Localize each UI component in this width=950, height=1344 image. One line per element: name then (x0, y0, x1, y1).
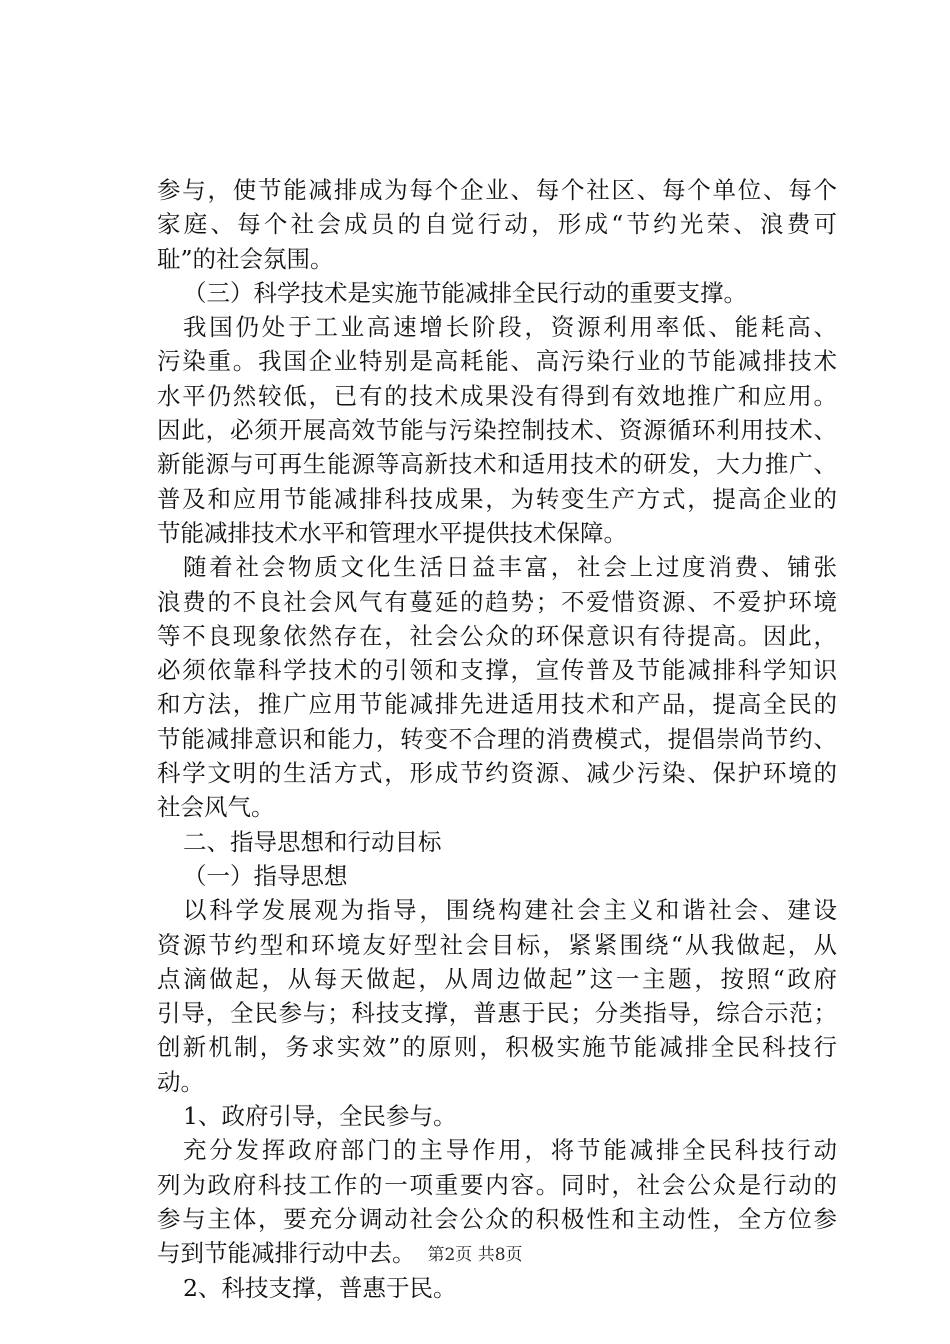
body-text-line: 随着社会物质文化生活日益丰富，社会上过度消费、铺张 (183, 553, 837, 582)
body-text-line: 点滴做起，从每天做起，从周边做起”这一主题，按照“政府 (157, 964, 837, 993)
body-text-line: 1、政府引导，全民参与。 (183, 1102, 457, 1131)
body-text-line: 引导，全民参与；科技支撑，普惠于民；分类指导，综合示范； (157, 999, 837, 1028)
body-text-line: 动。 (157, 1067, 204, 1096)
body-text-line: 列为政府科技工作的一项重要内容。同时，社会公众是行动的 (157, 1170, 837, 1199)
body-text-line: （三）科学技术是实施节能减排全民行动的重要支撑。 (183, 278, 747, 307)
body-text-line: 家庭、每个社会成员的自觉行动，形成“节约光荣、浪费可 (157, 210, 837, 239)
body-text-line: 浪费的不良社会风气有蔓延的趋势；不爱惜资源、不爱护环境 (157, 587, 837, 616)
body-text-line: 新能源与可再生能源等高新技术和适用技术的研发，大力推广、 (157, 450, 837, 479)
body-text-line: 因此，必须开展高效节能与污染控制技术、资源循环利用技术、 (157, 416, 837, 445)
body-text-line: 创新机制，务求实效”的原则，积极实施节能减排全民科技行 (157, 1033, 837, 1062)
body-text-line: 普及和应用节能减排科技成果，为转变生产方式，提高企业的 (157, 484, 837, 513)
body-text-line: 水平仍然较低，已有的技术成果没有得到有效地推广和应用。 (157, 381, 837, 410)
body-text-line: 2、科技支撑，普惠于民。 (183, 1273, 457, 1302)
body-text-line: （一）指导思想 (183, 861, 348, 890)
body-text-line: 参与主体，要充分调动社会公众的积极性和主动性，全方位参 (157, 1204, 837, 1233)
body-text-line: 资源节约型和环境友好型社会目标，紧紧围绕“从我做起，从 (157, 930, 837, 959)
body-text-line: 科学文明的生活方式，形成节约资源、减少污染、保护环境的 (157, 759, 837, 788)
body-text-line: 必须依靠科学技术的引领和支撑，宣传普及节能减排科学知识 (157, 656, 837, 685)
body-text-line: 参与，使节能减排成为每个企业、每个社区、每个单位、每个 (157, 176, 837, 204)
body-text-line: 以科学发展观为指导，围绕构建社会主义和谐社会、建设 (183, 896, 837, 925)
page-footer: 第2页 共8页 (427, 1245, 523, 1265)
document-body (157, 173, 837, 1305)
body-text-line: 等不良现象依然存在，社会公众的环保意识有待提高。因此， (157, 621, 837, 650)
body-text-line: 二、指导思想和行动目标 (183, 827, 442, 856)
body-text-line: 耻”的社会氛围。 (157, 244, 334, 273)
body-text-line: 我国仍处于工业高速增长阶段，资源利用率低、能耗高、 (183, 313, 837, 342)
body-text-line: 和方法，推广应用节能减排先进适用技术和产品，提高全民的 (157, 690, 837, 719)
body-text-line: 与到节能减排行动中去。 (157, 1239, 416, 1268)
body-text-line: 充分发挥政府部门的主导作用，将节能减排全民科技行动 (183, 1136, 837, 1165)
body-text-line: 污染重。我国企业特别是高耗能、高污染行业的节能减排技术 (157, 347, 837, 376)
body-text-line: 节能减排技术水平和管理水平提供技术保障。 (157, 518, 627, 547)
body-text-line: 节能减排意识和能力，转变不合理的消费模式，提倡崇尚节约、 (157, 724, 837, 753)
body-text-line: 社会风气。 (157, 793, 275, 822)
